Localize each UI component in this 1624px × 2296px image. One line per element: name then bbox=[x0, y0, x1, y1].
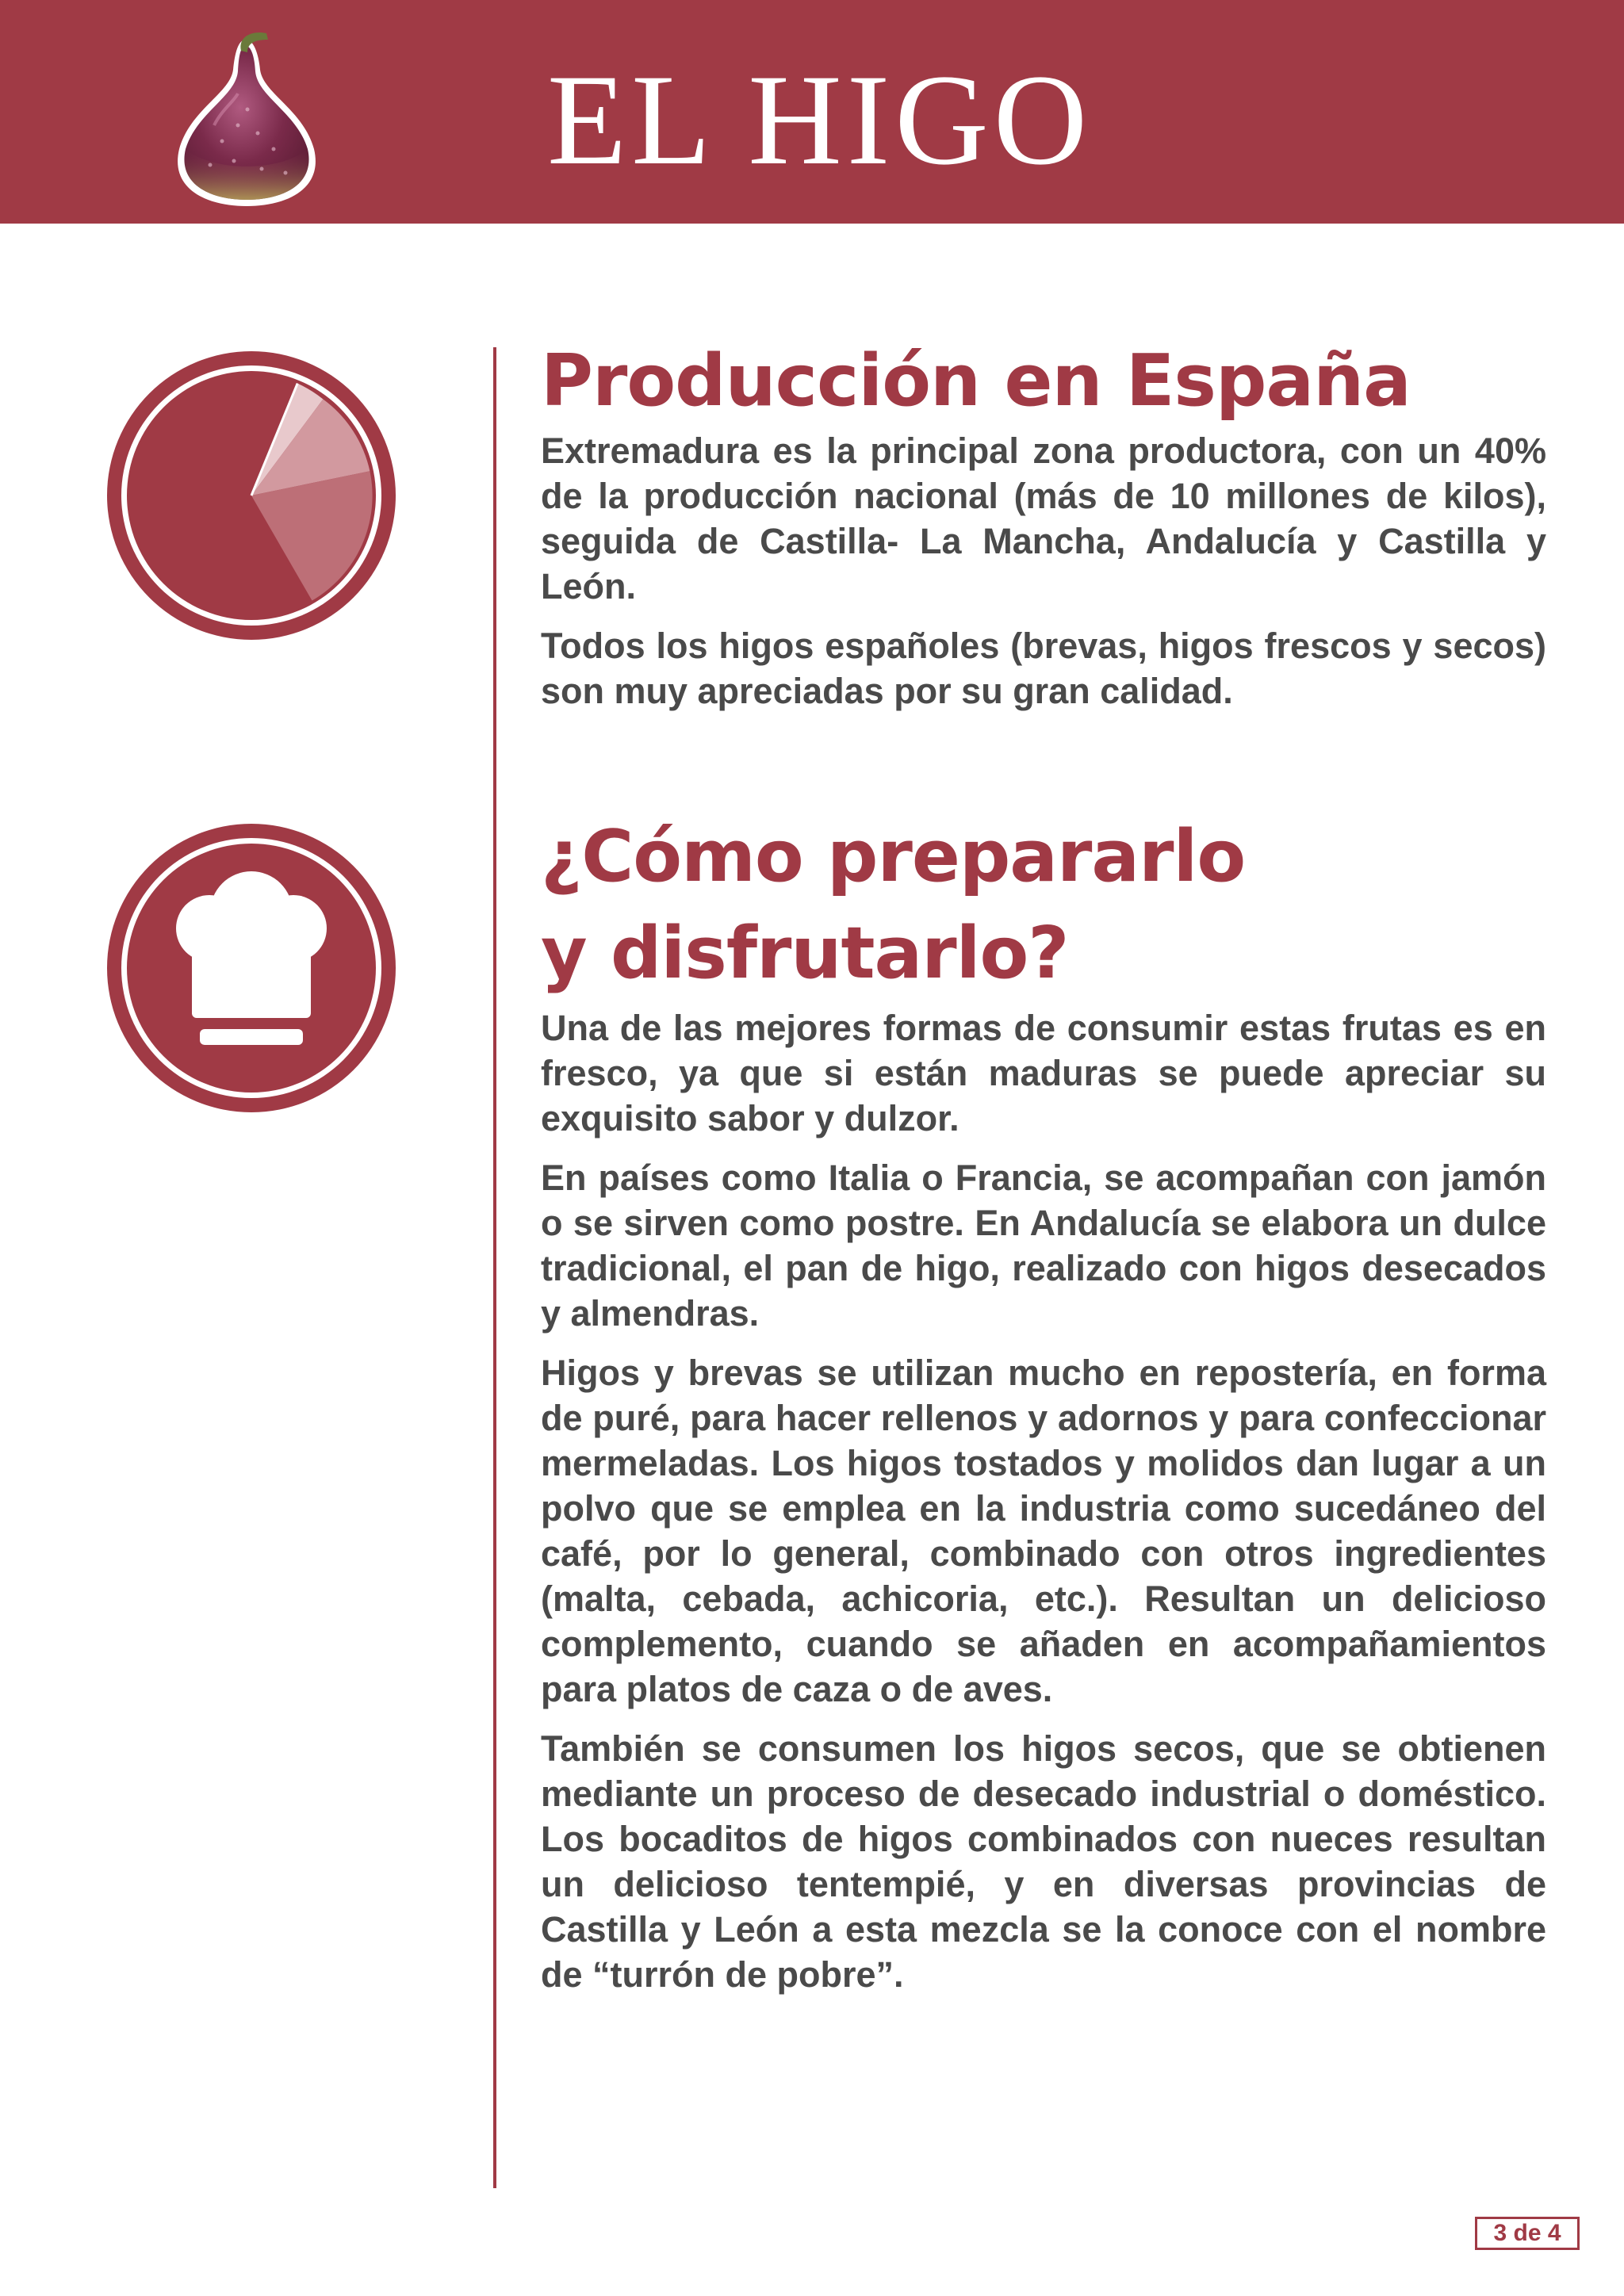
vertical-divider bbox=[493, 347, 496, 2188]
pie-chart-icon bbox=[105, 349, 398, 642]
document-title: EL HIGO bbox=[547, 48, 1093, 192]
heading-line: ¿Cómo prepararlo bbox=[541, 815, 1246, 898]
header-banner bbox=[0, 0, 1624, 224]
fig-icon bbox=[159, 22, 335, 211]
paragraph: Una de las mejores formas de consumir estas frutas es en fresco, ya que si están maduras se puede apreciar su exquisito sabor y dulzor. bbox=[541, 1008, 1546, 1138]
paragraph: Extremadura es la principal zona productora, con un 40% de la producción nacional (más de 10 millones de kilos), seguida de Castilla- La Mancha, Andalucía y Castilla y León. bbox=[541, 430, 1546, 607]
section-heading-production: Producción en España bbox=[541, 339, 1411, 423]
heading-line: y disfrutarlo? bbox=[541, 912, 1069, 995]
production-text bbox=[541, 428, 1546, 728]
paragraph: Todos los higos españoles (brevas, higos frescos y secos) son muy apreciadas por su gran calidad. bbox=[541, 626, 1546, 711]
paragraph: Higos y brevas se utilizan mucho en repostería, en forma de puré, para hacer rellenos y adornos y para confeccionar mermeladas. Los higos tostados y molidos dan lugar a un polvo que se emplea en la industria como sucedáneo del café, por lo general, combinado con otros ingredientes (malta, cebada, achicoria, etc.). Resultan un delicioso complemento, cuando se añaden en acompañamientos para platos de caza o de aves. bbox=[541, 1353, 1546, 1709]
paragraph: En países como Italia o Francia, se acompañan con jamón o se sirven como postre. En Andalucía se elabora un dulce tradicional, el pan de higo, realizado con higos desecados y almendras. bbox=[541, 1158, 1546, 1334]
chef-hat-icon bbox=[105, 821, 398, 1115]
preparation-text bbox=[541, 1005, 1546, 2011]
paragraph: También se consumen los higos secos, que se obtienen mediante un proceso de desecado industrial o doméstico. Los bocaditos de higos combinados con nueces resultan un delicioso tentempié, y en diversas provincias de Castilla y León a esta mezcla se la conoce con el nombre de “turrón de pobre”. bbox=[541, 1728, 1546, 1995]
section-heading-preparation bbox=[541, 809, 1245, 1002]
page-indicator: 3 de 4 bbox=[1475, 2217, 1580, 2250]
